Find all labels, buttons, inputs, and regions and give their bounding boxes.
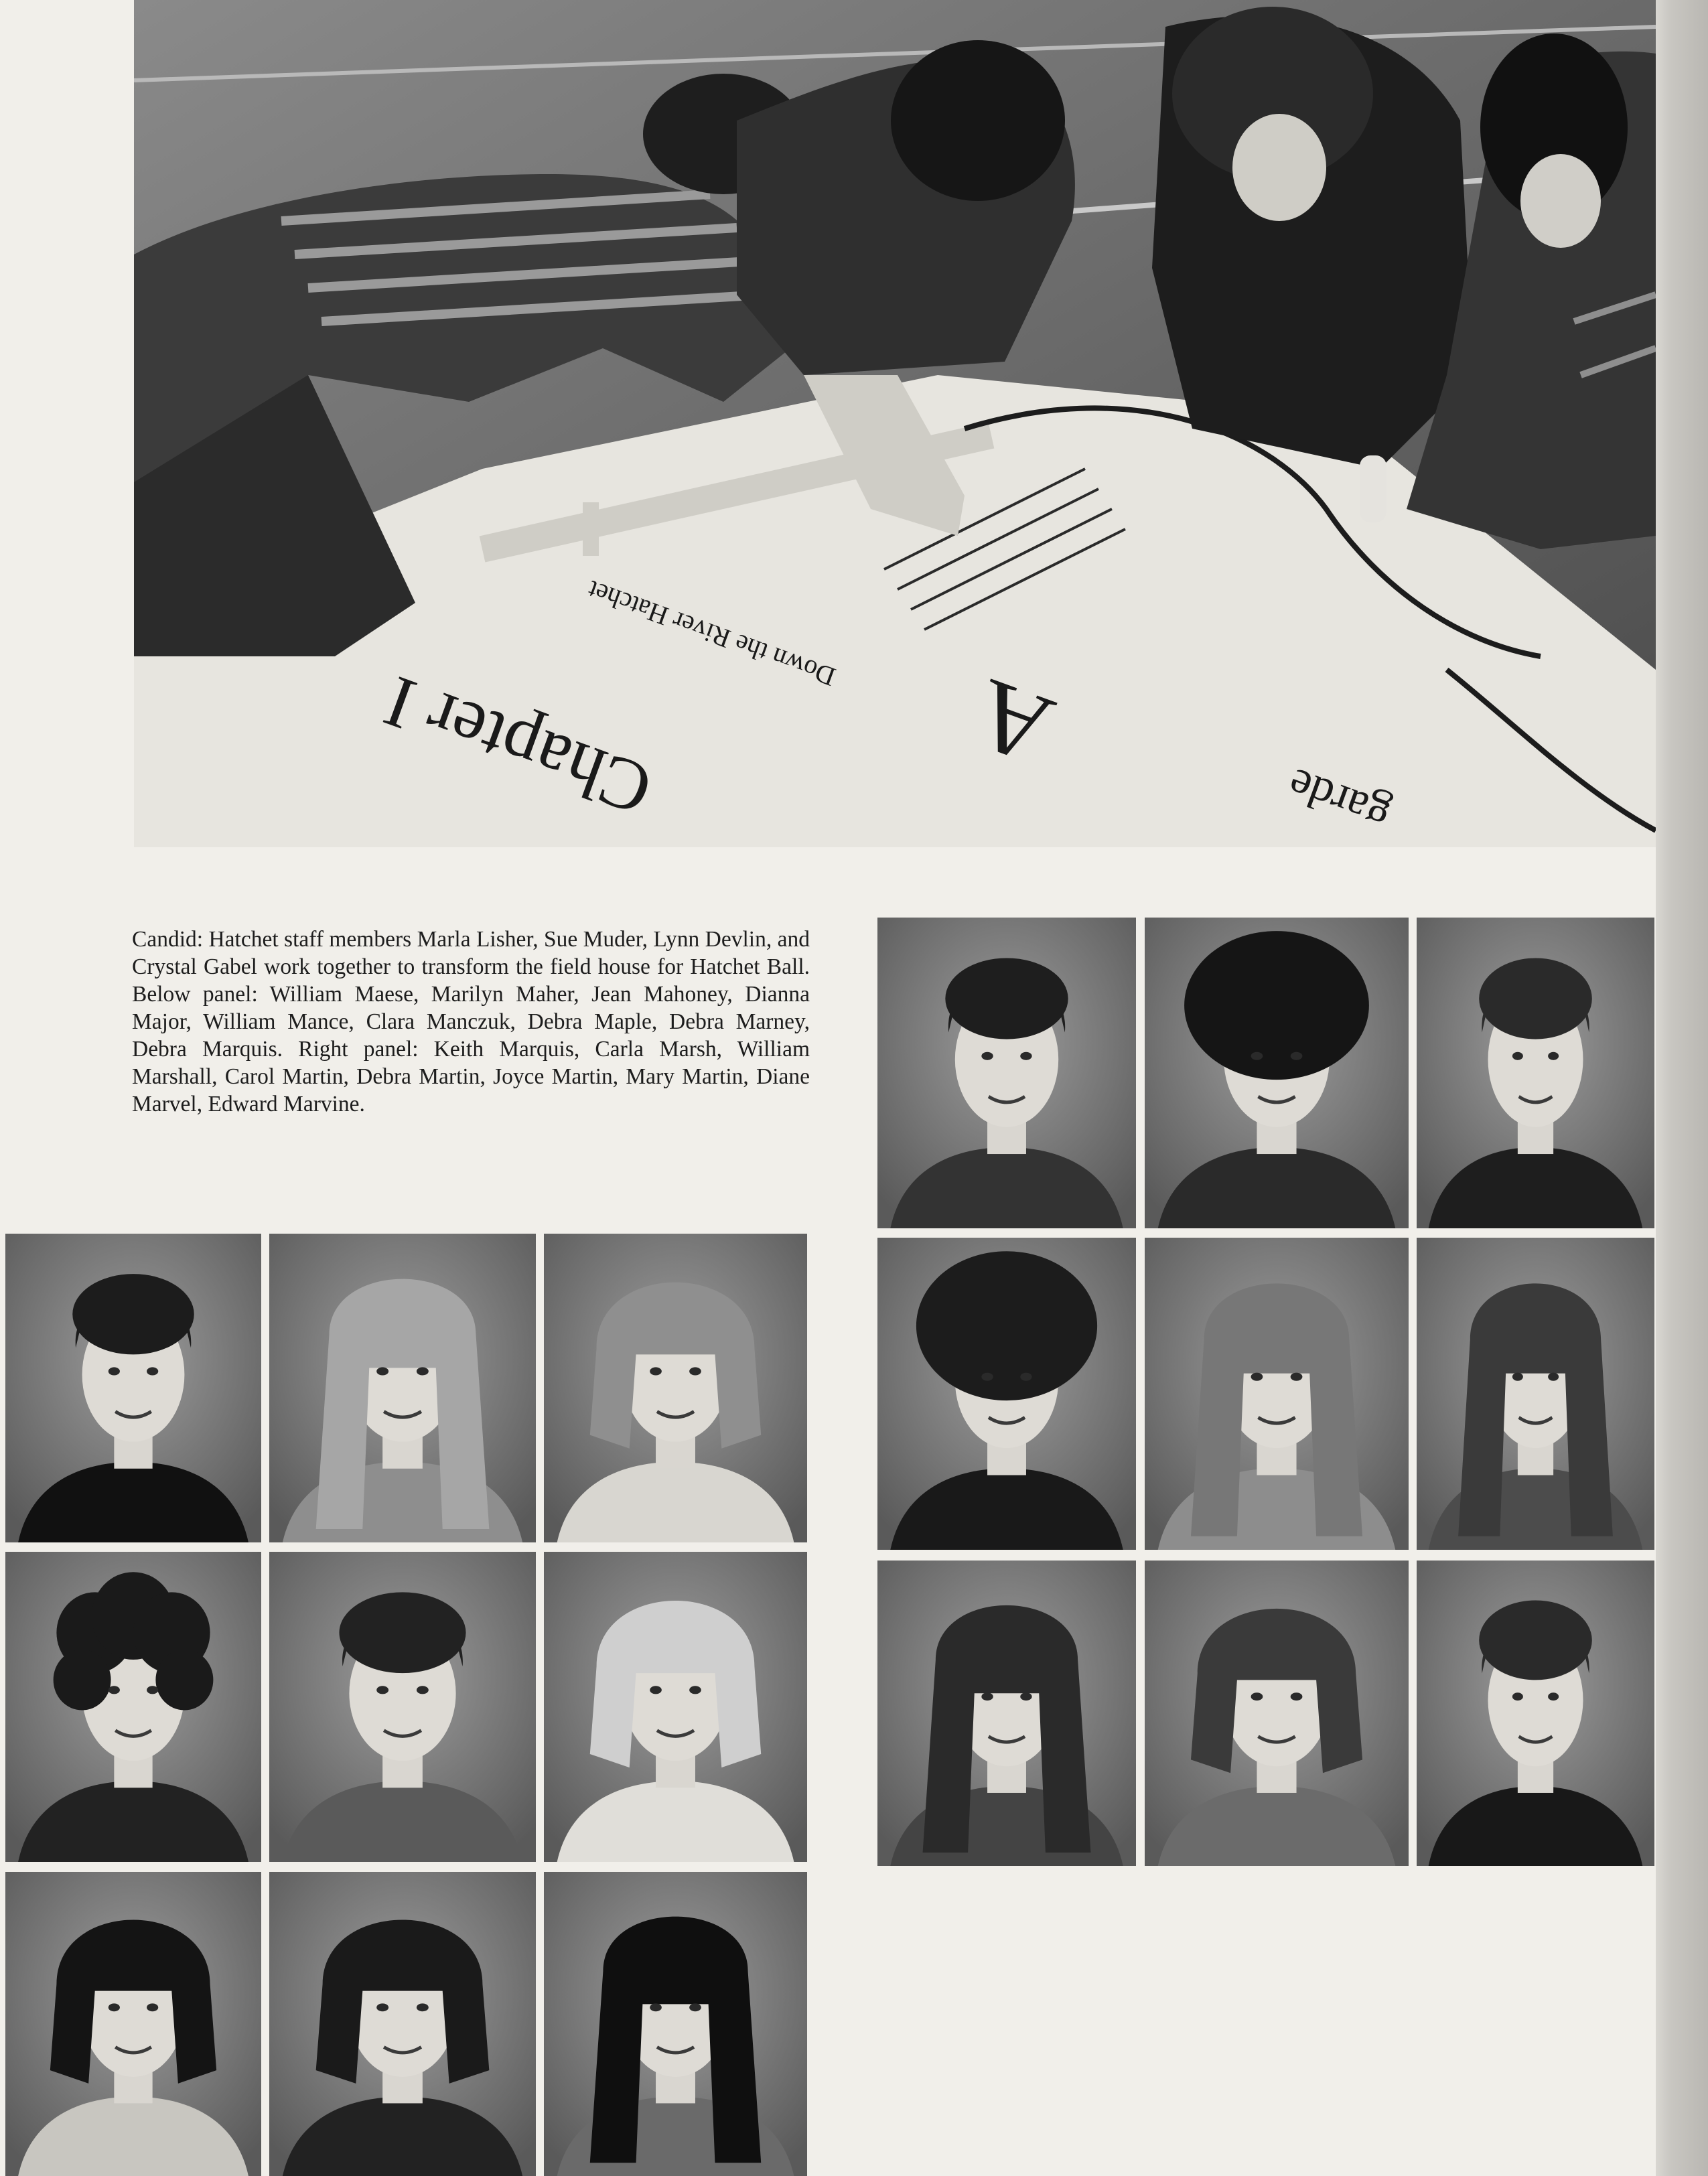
student-portrait [269, 1552, 536, 1862]
candid-photo [134, 0, 1656, 847]
page-edge [1656, 0, 1708, 2176]
student-portrait [1417, 918, 1654, 1228]
poster-signature: Down the River Hatchet [583, 575, 840, 693]
student-portrait [544, 1234, 807, 1542]
photo-caption: Candid: Hatchet staff members Marla Lisher, Sue Muder, Lynn Devlin, and Crystal Gabel work together to transform the field house for Hatchet Ball. Below panel: William Maese, Marilyn Maher, Jean Mahoney, Dianna Major, William Mance, Clara Manczuk, Debra Maple, Debra Marney, Debra Marquis. Right panel: Keith Marquis, Carla Marsh, William Marshall, Carol Martin, Debra Martin, Joyce Martin, Mary Martin, Diane Marvel, Edward Marvine. [132, 927, 810, 1116]
student-portrait [1145, 1561, 1409, 1866]
poster-word-a: A [959, 657, 1066, 787]
student-portrait [877, 1238, 1136, 1550]
student-portrait [544, 1552, 807, 1862]
student-portrait [877, 1561, 1136, 1866]
student-portrait [544, 1872, 807, 2176]
student-portrait [1417, 1238, 1654, 1550]
poster-fragment: garde [1281, 757, 1397, 843]
student-portrait [1417, 1561, 1654, 1866]
student-portrait [5, 1234, 261, 1542]
student-portrait [1145, 1238, 1409, 1550]
poster-word-chapter: Chapter I [374, 660, 662, 832]
student-portrait [269, 1872, 536, 2176]
student-portrait [877, 918, 1136, 1228]
student-portrait [1145, 918, 1409, 1228]
student-portrait [5, 1872, 261, 2176]
student-portrait [5, 1552, 261, 1862]
student-portrait [269, 1234, 536, 1542]
